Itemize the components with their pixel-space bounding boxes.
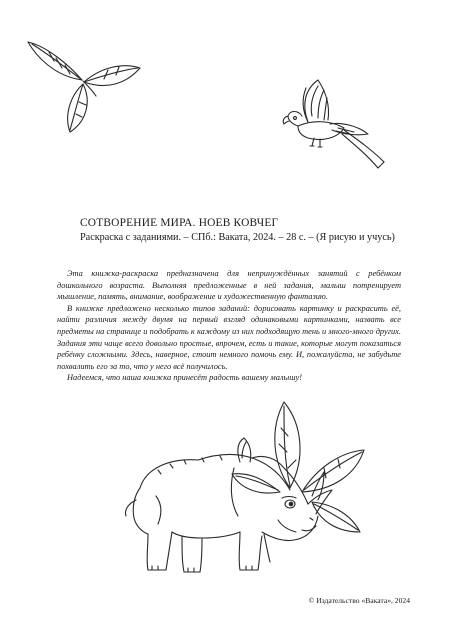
leaves-icon <box>26 24 142 134</box>
book-info <box>80 217 410 244</box>
book-bibliographic-info: Раскраска с заданиями. – СПб.: Ваката, 2024. – 28 с. – (Я рисую и учусь) <box>80 232 395 243</box>
rhino-icon <box>112 392 370 582</box>
description-paragraph: В книжке предложено несколько типов заданий: дорисовать картинку и раскрасить её, найти различия между двумя на первый взгляд одинаковыми картинками, назвать все предметы на странице и подобрать к каждому из них подходящую тень и много-много других. Задания эти чаще всего довольно простые, впрочем, есть и такие, которые могут показаться ребёнку сложными. Здесь, наверное, стоит немного помочь ему. И, пожалуйста, не забудьте похвалить его за то, что у него всё получилось. <box>57 303 401 371</box>
book-description <box>57 268 401 384</box>
description-paragraph: Эта книжка-раскраска предназначена для непринуждённых занятий с ребёнком дошкольного возраста. Выполняя предложенные в ней задания, малыш потренирует мышление, память, внимание, воображение и художественную фантазию. <box>57 269 401 302</box>
description-paragraph: Надеемся, что наша книжка принесёт радость вашему малышу! <box>67 373 303 383</box>
copyright-notice: © Издательство «Ваката», 2024 <box>308 596 410 605</box>
book-title: СОТВОРЕНИЕ МИРА. НОЕВ КОВЧЕГ <box>80 217 279 229</box>
parrot-icon <box>268 76 388 176</box>
